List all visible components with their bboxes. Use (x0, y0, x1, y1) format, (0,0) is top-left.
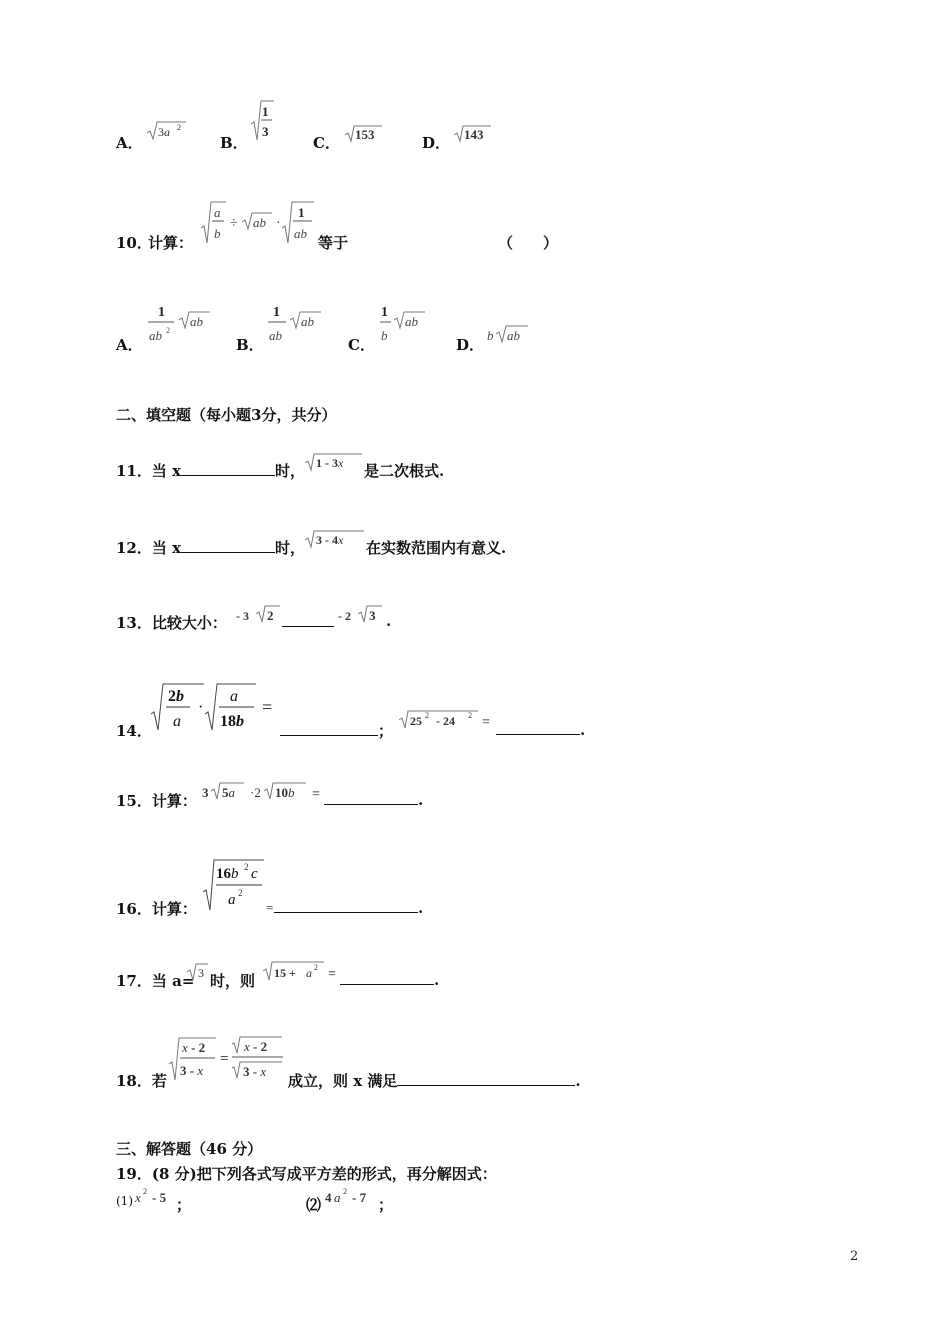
q17-text-b: 时，则 (210, 972, 256, 990)
svg-text:a: a (306, 966, 312, 980)
svg-text:2: 2 (177, 123, 181, 132)
svg-text:÷: ÷ (230, 216, 238, 231)
svg-text:ab: ab (253, 215, 266, 230)
svg-text:·2: ·2 (250, 785, 261, 800)
q15-blank-wrap (324, 790, 423, 809)
q10-option-c-label: C． (348, 336, 375, 354)
q11-text-c: 是二次根式. (364, 462, 445, 480)
svg-text:3 - x: 3 - x (243, 1064, 267, 1079)
svg-text:5a: 5a (222, 785, 235, 800)
svg-text:10b: 10b (275, 785, 295, 800)
q9-option-b-expr (250, 98, 274, 144)
q10-option-a-expr (146, 300, 212, 348)
q12-text-b: 时， (275, 539, 306, 557)
q10-option-d-label: D． (456, 336, 485, 354)
svg-text:- 7: - 7 (352, 1190, 367, 1205)
q15-expr (202, 780, 326, 804)
q9-option-d-expr (453, 124, 493, 144)
svg-text:c: c (251, 866, 258, 882)
q16-number: 16． (116, 900, 152, 918)
svg-text:2: 2 (343, 1187, 347, 1196)
svg-text:1: 1 (273, 305, 280, 320)
q19-part1-label: (1) (116, 1194, 133, 1208)
q14-answer-blank-1[interactable] (280, 721, 378, 736)
q10-option-a-label: A． (116, 336, 143, 354)
q10-option-c-expr (378, 300, 428, 348)
q19-part2-end: ； (378, 1196, 394, 1214)
svg-text:25: 25 (410, 714, 422, 728)
svg-text:1: 1 (262, 104, 269, 119)
q9-option-d-label: D． (422, 134, 451, 152)
svg-text:3 - x: 3 - x (180, 1063, 204, 1078)
svg-text:·: · (276, 216, 281, 231)
q16-text-a: 计算： (151, 900, 197, 918)
q13-end: . (386, 612, 392, 630)
svg-text:=: = (312, 787, 320, 802)
q19-part1-end: ； (176, 1196, 192, 1214)
svg-text:3: 3 (369, 608, 376, 623)
q17-text-a: 当 a= (151, 972, 195, 990)
q13-answer-blank[interactable] (282, 612, 334, 627)
svg-text:16b: 16b (216, 866, 239, 882)
svg-text:143: 143 (464, 127, 484, 142)
q10-option-b-label: B． (236, 336, 264, 354)
q14-blank-wrap-1 (280, 720, 393, 741)
q14-answer-blank-2[interactable] (496, 720, 580, 735)
q18-line (116, 1070, 167, 1091)
q13-expr2 (338, 604, 384, 626)
svg-text:1: 1 (298, 205, 305, 220)
svg-text:- 2: - 2 (338, 609, 351, 623)
q10-answer-bracket: （ ） (498, 234, 559, 252)
q17-a-value (186, 962, 210, 984)
q17-number: 17． (116, 972, 152, 990)
q11-text-b: 时， (275, 462, 306, 480)
svg-text:- 24: - 24 (436, 714, 455, 728)
q12-answer-blank[interactable] (181, 538, 275, 553)
q15-number: 15． (116, 792, 152, 810)
q14-expr2 (398, 708, 496, 732)
q19-text: (8 分)把下列各式写成平方差的形式，再分解因式： (151, 1165, 497, 1183)
q19-part1-expr (134, 1186, 182, 1208)
q17-end: . (434, 971, 440, 989)
q11-text-a: 当 x (151, 462, 182, 480)
q12-text-c: 在实数范围内有意义. (366, 539, 507, 557)
q18-number: 18． (116, 1072, 152, 1090)
q16-line (116, 898, 197, 919)
svg-text:3: 3 (198, 966, 204, 980)
svg-text:ab: ab (301, 314, 314, 329)
q18-text-b-wrap (288, 1070, 581, 1091)
q10-option-b-expr (266, 300, 324, 348)
q14-number: 14． (116, 722, 152, 740)
q13-text-a: 比较大小： (151, 614, 227, 632)
svg-text:1 - 3x: 1 - 3x (316, 456, 344, 470)
svg-text:3 - 4x: 3 - 4x (316, 533, 344, 547)
q15-line (116, 790, 197, 811)
svg-text:1: 1 (381, 305, 388, 320)
svg-text:3a: 3a (158, 125, 170, 139)
svg-text:=: = (220, 1051, 229, 1067)
q9-option-c-label: C． (313, 134, 340, 152)
q18-text-b: 成立，则 x 满足 (288, 1072, 398, 1090)
svg-text:ab: ab (269, 328, 282, 343)
q13-expr1 (236, 604, 282, 626)
q17-blank-wrap (340, 970, 439, 989)
svg-text:18b: 18b (220, 713, 244, 730)
q14-expr1 (150, 680, 280, 736)
svg-text:ab: ab (507, 328, 520, 343)
svg-text:a: a (228, 892, 236, 908)
q14-blank-wrap-2 (496, 720, 585, 739)
section-3-title: 三、解答题（46 分） (116, 1140, 263, 1158)
q9-option-a-expr (146, 120, 186, 142)
q15-answer-blank[interactable] (324, 790, 418, 805)
svg-text:- 5: - 5 (152, 1190, 167, 1205)
q9-option-b-label: B． (220, 134, 248, 152)
svg-text:a: a (230, 688, 238, 705)
svg-text:ab: ab (149, 328, 162, 343)
svg-text:a: a (214, 205, 221, 220)
q11-expr (304, 452, 364, 474)
q18-answer-blank[interactable] (397, 1071, 575, 1086)
q16-answer-blank[interactable] (274, 898, 418, 913)
svg-text:2: 2 (143, 1187, 147, 1196)
q10-number: 10． (116, 234, 152, 252)
q15-end: . (418, 791, 424, 809)
q19-part2-expr (324, 1186, 380, 1208)
svg-text:·: · (198, 699, 204, 716)
svg-text:2: 2 (314, 963, 318, 972)
q18-text-a: 若 (151, 1072, 167, 1090)
svg-text:2: 2 (267, 608, 274, 623)
q13-answer-blank-wrap (282, 612, 334, 631)
svg-text:=: = (266, 900, 274, 915)
q15-text-a: 计算： (151, 792, 197, 810)
svg-text:ab: ab (405, 314, 418, 329)
q11-line (116, 460, 305, 481)
page-number: 2 (850, 1249, 859, 1264)
q17-answer-blank[interactable] (340, 970, 434, 985)
q19-part2-label: ⑵ (306, 1196, 322, 1214)
svg-text:=: = (482, 715, 490, 730)
q10-option-d-expr (486, 322, 532, 346)
svg-text:2: 2 (468, 711, 472, 720)
svg-text:x - 2: x - 2 (182, 1040, 206, 1055)
svg-text:=: = (328, 967, 336, 982)
q9-option-a-label: A． (116, 134, 143, 152)
q12-text-a: 当 x (151, 539, 182, 557)
q19-number: 19． (116, 1165, 152, 1183)
svg-text:=: = (262, 697, 273, 717)
q10-prefix: 计算： (148, 234, 194, 252)
svg-text:153: 153 (355, 127, 375, 142)
q10-suffix: 等于 (318, 234, 349, 252)
q10-expression (200, 198, 316, 248)
svg-text:b: b (381, 328, 388, 343)
q11-number: 11． (116, 462, 152, 480)
svg-text:a: a (334, 1190, 341, 1205)
svg-text:x: x (135, 1190, 141, 1205)
q13-number: 13． (116, 614, 152, 632)
svg-text:1: 1 (158, 305, 165, 320)
q16-expr (202, 856, 278, 916)
q14-sep: ； (378, 722, 394, 740)
q12-number: 12． (116, 539, 152, 557)
svg-text:2b: 2b (168, 688, 184, 705)
svg-text:2: 2 (166, 326, 170, 335)
q16-blank-wrap (274, 898, 423, 917)
svg-text:b: b (487, 328, 494, 343)
svg-text:2: 2 (238, 888, 243, 898)
svg-text:x - 2: x - 2 (244, 1039, 268, 1054)
q16-end: . (418, 899, 424, 917)
svg-text:3: 3 (202, 785, 209, 800)
svg-text:ab: ab (294, 226, 307, 241)
q17-line (116, 970, 194, 991)
svg-text:- 3: - 3 (236, 609, 249, 623)
svg-text:a: a (173, 713, 181, 730)
svg-text:2: 2 (244, 862, 249, 872)
q12-line (116, 537, 305, 558)
q9-option-c-expr (344, 124, 384, 144)
svg-text:3: 3 (262, 124, 269, 139)
q11-answer-blank[interactable] (181, 461, 275, 476)
q18-expr (168, 1034, 288, 1086)
q18-end: . (575, 1072, 581, 1090)
svg-text:ab: ab (190, 314, 203, 329)
svg-text:15 +: 15 + (274, 966, 296, 980)
q12-expr (304, 529, 366, 551)
q19-line (116, 1163, 497, 1184)
q13-line (116, 612, 227, 633)
q17-expr (262, 958, 342, 984)
svg-text:2: 2 (425, 711, 429, 720)
svg-text:4: 4 (325, 1190, 332, 1205)
svg-text:b: b (214, 226, 221, 241)
q14-end: . (580, 721, 586, 739)
section-2-title: 二、填空题（每小题3分，共分） (116, 406, 337, 424)
